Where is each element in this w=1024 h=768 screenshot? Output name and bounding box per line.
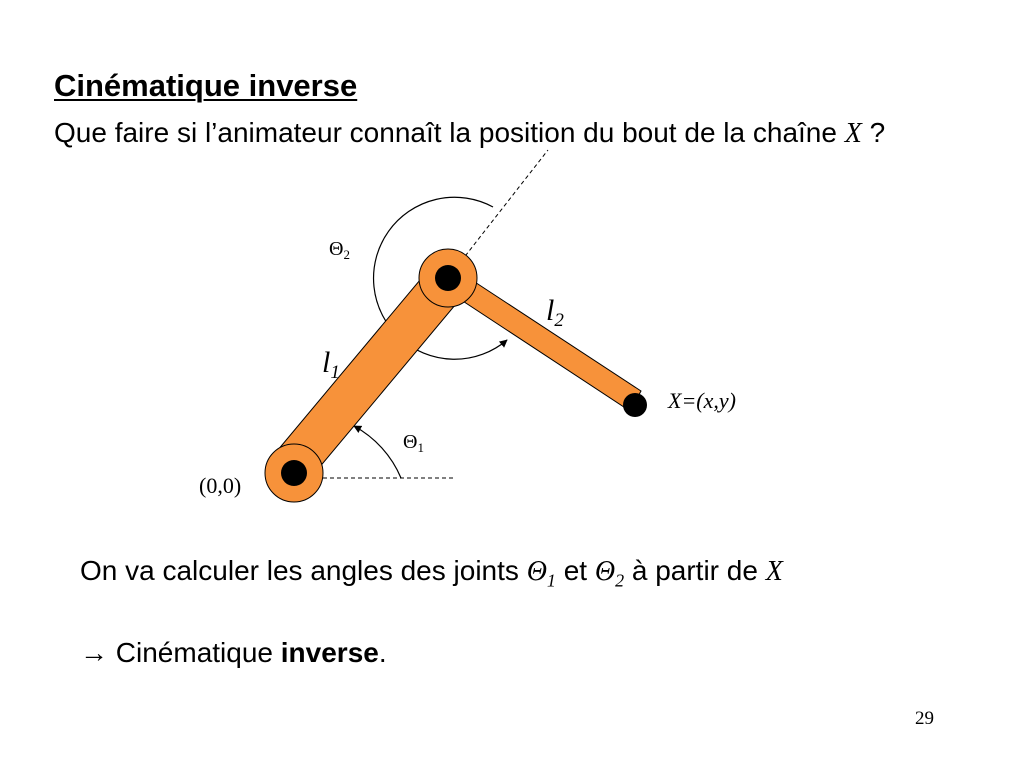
end-effector-label: X=(x,y): [668, 388, 736, 413]
statement-theta1: $\Theta_1$: [526, 556, 556, 591]
slide-title: Cinématique inverse: [54, 68, 358, 103]
end-effector-dot: [623, 393, 647, 417]
l1-label: $l_1$: [322, 346, 340, 383]
statement-before-x: à partir de: [624, 555, 766, 586]
theta2-label: $\Theta_2$: [329, 238, 350, 262]
origin-label: (0,0): [199, 473, 242, 498]
conclusion-period: .: [378, 637, 387, 668]
conclusion-bold: inverse: [280, 637, 379, 668]
question-text-main: Que faire si l’animateur connaît la position du bout de la chaîne: [54, 117, 837, 148]
right-arrow-icon: →: [80, 637, 108, 668]
conclusion-text: [80, 637, 387, 669]
middle-joint-dot: [435, 265, 461, 291]
l2-label: $l_2$: [546, 294, 564, 331]
statement-middle: et: [555, 555, 595, 586]
statement-theta2: $\Theta_2$: [594, 556, 625, 591]
theta1-label: $\Theta_1$: [403, 431, 424, 455]
statement-prefix: On va calculer les angles des joints: [80, 555, 527, 586]
statement-x: X: [765, 556, 783, 587]
statement-text: [80, 555, 783, 592]
conclusion-label: Cinématique: [108, 637, 281, 668]
question-mark: ?: [861, 117, 886, 148]
question-variable-x: X: [844, 118, 862, 149]
base-joint-dot: [281, 460, 307, 486]
theta1-arc: [354, 426, 401, 478]
page-number: 29: [915, 708, 934, 729]
